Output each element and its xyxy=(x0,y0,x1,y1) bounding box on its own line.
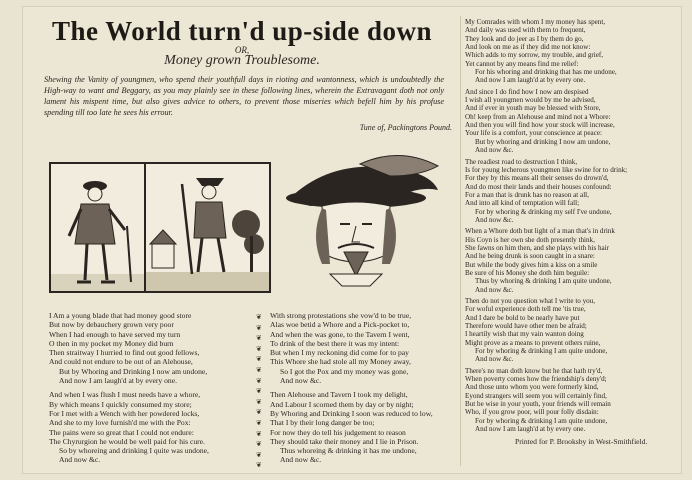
ornament-icon: ❦ xyxy=(256,461,262,470)
broadside-sheet xyxy=(22,6,682,474)
verse-line: Who, if you grow poor, will pour folly disdain: xyxy=(465,408,599,417)
verse-line: When I had enough to have served my turn xyxy=(49,329,181,339)
verse-line: And could not endure to be out of an Alehouse, xyxy=(49,357,193,367)
verse-line: And I dare be bold to be nearly have put xyxy=(465,313,580,322)
verse-line: Might prove as a means to prevent others ruine, xyxy=(465,338,601,347)
stanza xyxy=(270,311,458,385)
verse-line: The Chyrurgion he would be well paid for his cure. xyxy=(49,436,205,446)
ornament-icon: ❦ xyxy=(256,440,262,449)
verse-column-3 xyxy=(465,18,679,446)
verse-line: Is for young lecherous youngmen like swine for to drink; xyxy=(465,165,628,174)
ornament-icon: ❦ xyxy=(256,344,262,353)
verse-column-2 xyxy=(270,311,458,470)
stanza xyxy=(465,297,679,364)
verse-line: For woful experience doth tell me 'tis true, xyxy=(465,305,586,314)
verse-line: And daily was used with them to frequent, xyxy=(465,26,586,35)
verse-line: Be sure of his Money she doth him beguile: xyxy=(465,268,590,277)
verse-line: So by whoreing and drinking I quite was undone, xyxy=(59,446,209,456)
verse-line: And look on me as if they did me not know: xyxy=(465,43,591,52)
verse-line: And when the was gone, to the Tavern I went, xyxy=(270,329,410,339)
verse-line: This Whore she had stole all my Money away, xyxy=(270,357,411,367)
verse-line: The pains were so great that I could not endure: xyxy=(49,427,194,437)
verse-line: And those unto whom you were formerly kind, xyxy=(465,383,599,392)
verse-line: To drink of the best there it was my intent: xyxy=(270,338,400,348)
verse-line: His Coyn is her own she doth presently think, xyxy=(465,235,595,244)
man-with-staff-illustration xyxy=(146,164,269,291)
verse-line: Eyond strangers will seem you will certainly find, xyxy=(465,391,607,400)
verse-line: But when I my reckoning did come for to pay xyxy=(270,348,409,358)
verse-line: For now they do tell his judgement to reason xyxy=(270,427,406,437)
verse-line: I wish all youngmen would by me be advised, xyxy=(465,96,596,105)
verse-line: Then do not you question what I write to you, xyxy=(465,297,596,305)
column-divider xyxy=(460,16,461,466)
verse-line: I heartily wish that my vain wanton doing xyxy=(465,330,584,339)
verse-line: For they by this means all their senses do drown'd, xyxy=(465,174,609,183)
tune-note: Tune of, Packingtons Pound. xyxy=(359,123,452,132)
verse-line: My Comrades with whom I my money has spent, xyxy=(465,18,606,26)
verse-line: So I got the Pox and my money was gone, xyxy=(280,366,409,376)
ornament-icon: ❦ xyxy=(256,323,262,332)
verse-line: With strong protestations she vow'd to be true, xyxy=(270,311,412,320)
verse-line: There's no man doth know but he that hath try'd, xyxy=(465,366,603,375)
verse-line: O then in my pocket my Money did burn xyxy=(49,338,174,348)
bearded-man-portrait xyxy=(270,146,442,294)
ornament-column xyxy=(256,312,266,471)
verse-line: And now &c. xyxy=(475,215,514,224)
verse-line: They should take their money and I lie in Prison. xyxy=(270,436,419,446)
stanza xyxy=(465,18,679,85)
verse-line: And now &c. xyxy=(475,355,514,364)
verse-line: And now &c. xyxy=(475,285,514,294)
printer-imprint: Printed for P. Brooksby in West-Smithfield. xyxy=(515,436,648,446)
ornament-icon: ❦ xyxy=(256,376,262,385)
verse-line: And she to my love furnish'd me with the Pox: xyxy=(49,418,191,428)
title-or: OR, xyxy=(234,45,250,55)
verse-line: I Am a young blade that had money good store xyxy=(49,311,192,320)
verse-line: They look and do jeer as I by them do go, xyxy=(465,34,584,43)
verse-line: And if ever in youth may be blessed with Store, xyxy=(465,104,601,113)
verse-line: When poverty comes how the friendship's deny'd; xyxy=(465,375,607,384)
verse-line: For by whoring & drinking my self I've undone, xyxy=(475,207,612,216)
woodcut-right xyxy=(270,146,442,294)
ballad-description: Shewing the Vanity of youngmen, who spend their youthfull days in rioting and wantonness, which is undoubtedly the High-way to want and Beggary, as you may plainly see in these following lines, wherein the Extravagant doth not only lament his mispent time, but also gives advice to others, to prevent those miseries which befell him by his profuse spending till too late he sees his errour. xyxy=(44,75,444,117)
woodcut-middle xyxy=(144,162,271,293)
stanza xyxy=(465,227,679,294)
verse-line: And now &c. xyxy=(280,376,322,386)
verse-line: But by whoring and drinking I now am undone, xyxy=(475,137,611,146)
verse-line: Then Alehouse and Tavern I took my delight, xyxy=(270,390,408,400)
verse-line: Oh! keep from an Alehouse and mind not a Whore: xyxy=(465,112,611,121)
verse-line: And now &c. xyxy=(475,146,514,155)
woodcut-left xyxy=(49,162,146,293)
verse-line: But be wise in your youth, your friends will remain xyxy=(465,400,611,409)
verse-line: When a Whore doth but light of a man that's in drink xyxy=(465,227,615,236)
verse-line: By which means I quickly consumed my store; xyxy=(49,399,192,409)
verse-line: And now I am laugh'd at by every one. xyxy=(475,76,586,85)
stanza xyxy=(465,158,679,225)
verse-line: And do most their lands and their houses confound: xyxy=(465,182,612,191)
verse-line: But while the body gives him a kiss on a smile xyxy=(465,260,598,269)
verse-line: Which adds to my sorrow, my trouble, and grief, xyxy=(465,51,604,60)
ornament-icon: ❦ xyxy=(256,365,262,374)
ornament-icon: ❦ xyxy=(256,313,262,321)
ornament-icon: ❦ xyxy=(256,397,262,406)
ballad-subtitle: Money grown Troublesome. xyxy=(164,53,320,68)
stanza xyxy=(465,88,679,155)
verse-line: And now I am laugh'd at by every one. xyxy=(475,425,586,434)
ornament-icon: ❦ xyxy=(256,355,262,364)
ornament-icon: ❦ xyxy=(256,334,262,343)
ornament-icon: ❦ xyxy=(256,408,262,417)
verse-line: And he being drunk is soon caught in a snare: xyxy=(465,252,595,261)
ornament-icon: ❦ xyxy=(256,450,262,459)
verse-line: And now &c. xyxy=(280,455,322,465)
verse-line: And now &c. xyxy=(59,455,101,465)
verse-line: For by whoring & drinking I am quite undone, xyxy=(475,347,608,356)
verse-line: Therefore would have other men be afraid; xyxy=(465,322,587,331)
verse-line: Alas woe betid a Whore and a Pick-pocket to, xyxy=(270,320,410,330)
man-with-cane-illustration xyxy=(51,164,144,291)
verse-line: She fawns on him then, and she plays with his hair xyxy=(465,243,610,252)
verse-line: Then straitway I hurried to find out good fellows, xyxy=(49,348,200,358)
verse-line: But by Whoring and Drinking I now am undone, xyxy=(59,366,208,376)
verse-line: And Labour I scorned them by day or by night; xyxy=(270,399,414,409)
verse-line: That I by their long danger be too; xyxy=(270,418,375,428)
verse-line: Yet cannot by any means find me relief: xyxy=(465,59,579,68)
ornament-icon: ❦ xyxy=(256,387,262,396)
verse-line: For I met with a Wench with her powdered locks, xyxy=(49,408,200,418)
stanza xyxy=(49,311,254,385)
verse-line: And now I am laugh'd at by every one. xyxy=(59,376,177,386)
ballad-title: The World turn'd up-side down xyxy=(51,16,433,46)
verse-line: For a man that is drunk has no reason at all, xyxy=(465,190,589,199)
verse-line: For by whoring & drinking I am quite undone, xyxy=(475,416,608,425)
stanza xyxy=(270,390,458,464)
verse-line: Thus whoreing & drinking it has me undone, xyxy=(280,446,417,456)
stanza xyxy=(49,390,254,464)
verse-line: But now by debauchery grown very poor xyxy=(49,320,174,330)
verse-line: And into all kind of temptation will fall; xyxy=(465,199,580,208)
verse-line: And then you will find how your stock will increase, xyxy=(465,121,615,130)
verse-line: For his whoring and drinking that has me undone, xyxy=(475,68,617,77)
verse-line: Thus by whoring & drinking I am quite undone, xyxy=(475,277,612,286)
verse-column-1 xyxy=(49,311,254,470)
ornament-icon: ❦ xyxy=(256,429,262,438)
ornament-icon: ❦ xyxy=(256,418,262,427)
verse-line: And since I do find how I now am despised xyxy=(465,87,589,96)
verse-line: By Whoring and Drinking I soon was reduced to low, xyxy=(270,408,433,418)
stanza xyxy=(465,367,679,434)
verse-line: And when I was flush I must needs have a whore, xyxy=(49,390,201,400)
verse-line: The readiest road to destruction I think, xyxy=(465,157,578,166)
verse-line: Your life is a comfort, your conscience at peace: xyxy=(465,129,602,138)
